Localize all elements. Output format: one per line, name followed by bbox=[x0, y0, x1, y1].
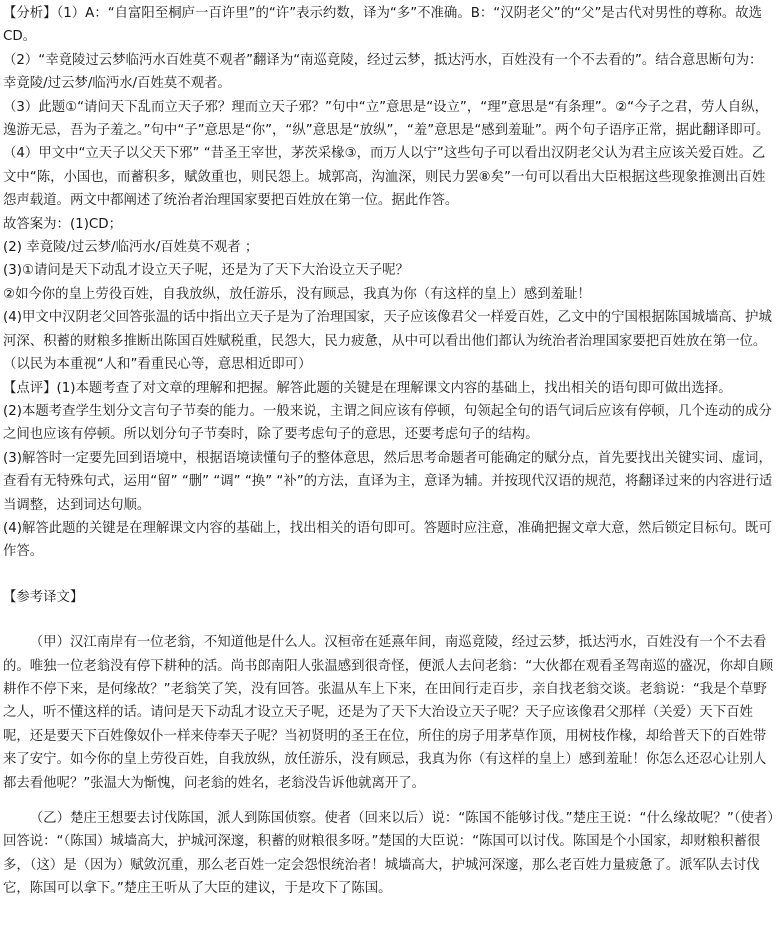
comment-paragraph-1: 【点评】(1)本题考查了对文章的理解和把握。解答此题的关键是在理解课文内容的基础上，找出相关的语句即可做出选择。 bbox=[3, 380, 732, 396]
comment-paragraph-4: (4)解答此题的关键是在理解课文内容的基础上，找出相关的语句即可。答题时应注意，准确把握文章大意，然后锁定目标句。既可作答。 bbox=[3, 520, 772, 560]
comment-paragraph-3: (3)解答时一定要先回到语境中，根据语境读懂句子的整体意思，然后思考命题者可能确定的赋分点，首先要找出关键实词、虚词，查看有无特殊句式，运用“留” “删” “调” “换” “补”的方法，直译为主，意译为辅。并按现代汉语的规范，将翻译过来的内容进行适当调整，达到词达句顺。 bbox=[3, 450, 773, 513]
analysis-paragraph-1: 【分析】（1）A：“自富阳至桐庐一百许里”的“许”表示约数，译为“多”不准确。B：“汉阴老父”的“父”是古代对男性的尊称。故选CD。 bbox=[3, 6, 763, 45]
analysis-paragraph-2: （2）“幸竟陵过云梦临沔水百姓莫不观者”翻译为“南巡竟陵，经过云梦，抵达沔水，百姓没有一个不去看的”。结合意思断句为：幸竟陵/过云梦/临沔水/百姓莫不观者。 bbox=[3, 52, 763, 92]
comment-paragraph-2: (2)本题考查学生划分文言句子节奏的能力。一般来说，主谓之间应该有停顿，句领起全句的语气词后应该有停顿，几个连动的成分之间也应该有停顿。所以划分句子节奏时，除了要考虑句子的意思，还要考虑句子的结构。 bbox=[3, 403, 772, 443]
translation-heading-block bbox=[3, 586, 774, 609]
comment-section bbox=[3, 377, 774, 564]
translation-paragraph-jia: （甲）汉江南岸有一位老翁，不知道他是什么人。汉桓帝在延熹年间，南巡竟陵，经过云梦，抵达沔水，百姓没有一个不去看的。唯独一位老翁没有停下耕种的活。尚书郎南阳人张温感到很奇怪，便派人去问老翁：“大伙都在观看圣驾南巡的盛况，你却自顾耕作不停下来，是何缘故？”老翁笑了笑，没有回答。张温从车上下来，在田间行走百步，亲自找老翁交谈。老翁说：“我是个草野之人，听不懂这样的话。请问是天下动乱才设立天子呢，还是为了天下大治设立天子呢？天子应该像君父那样（关爱）天下百姓呢，还是要天下百姓像奴仆一样来侍奉天子呢？当初贤明的圣王在位，所住的房子用茅草作顶，用树枝作椽，却给普天下的百姓带来了安宁。如今你的皇上劳役百姓，自我放纵，放任游乐，没有顾忌，我真为你（有这样的皇上）感到羞耻！你怎么还忍心让别人都去看他呢？”张温大为惭愧，问老翁的姓名，老翁没告诉他就离开了。 bbox=[3, 635, 774, 791]
translation-paragraph-yi: （乙）楚庄王想要去讨伐陈国，派人到陈国侦察。使者（回来以后）说：“陈国不能够讨伐。”楚庄王说：“什么缘故呢？”（使者）回答说：“（陈国）城墙高大，护城河深邃，积蓄的财粮很多呀。”楚国的大臣说：“陈国可以讨伐。陈国是个小国家，却财粮积蓄很多，（这）是（因为）赋敛沉重，那么老百姓一定会怨恨统治者！城墙高大，护城河深邃，那么老百姓力量疲惫了。派军队去讨伐它，陈国可以拿下。”楚庄王听从了大臣的建议，于是攻下了陈国。 bbox=[3, 811, 774, 897]
answer-line-3: (3)①请问是天下动乱才设立天子呢，还是为了天下大治设立天子呢？ bbox=[3, 263, 409, 279]
analysis-section bbox=[3, 2, 774, 213]
answer-section bbox=[3, 213, 774, 377]
answer-line-5: (4)甲文中汉阴老父回答张温的话中指出立天子是为了治理国家，天子应该像君父一样爱百姓，乙文中的宁国根据陈国城墙高、护城河深、积蓄的财粮多推断出陈国百姓赋税重，民怨大，民力疲惫，从中可以看出他们都认为统治者治理国家要把百姓放在第一位。（以民为本重视“人和”看重民心等，意思相近即可） bbox=[3, 310, 772, 373]
translation-title: 【参考译文】 bbox=[3, 589, 84, 605]
answer-line-2: (2) 幸竟陵/过云梦/临沔水/百姓莫不观者 ； bbox=[3, 240, 259, 256]
analysis-paragraph-4: （4）甲文中“立天子以父天下邪” “昔圣王宰世，茅茨采椽③，而万人以宁”这些句子可以看出汉阴老父认为君主应该关爱百姓。乙文中“陈，小国也，而蓄积多，赋敛重也，则民怨上。城郭高，沟洫深，则民力罢⑧矣”一句可以看出大臣根据这些现象推测出百姓怨声载道。两文中都阐述了统治者治理国家要把百姓放在第一位。据此作答。 bbox=[3, 146, 766, 209]
translation-section bbox=[3, 631, 774, 900]
answer-line-1: 故答案为：(1)CD； bbox=[3, 216, 122, 232]
analysis-paragraph-3: （3）此题①“请问天下乱而立天子邪？理而立天子邪？”句中“立”意思是“设立”，“理”意思是“有条理”。②“今子之君，劳人自纵，逸游无忌，吾为子羞之。”句中“子”意思是“你”，“纵”意思是“放纵”，“羞”意思是“感到羞耻”。两个句子语序正常，据此翻译即可。 bbox=[3, 99, 770, 139]
answer-line-4: ②如今你的皇上劳役百姓，自我放纵，放任游乐，没有顾忌，我真为你（有这样的皇上）感到羞耻！ bbox=[3, 286, 591, 302]
